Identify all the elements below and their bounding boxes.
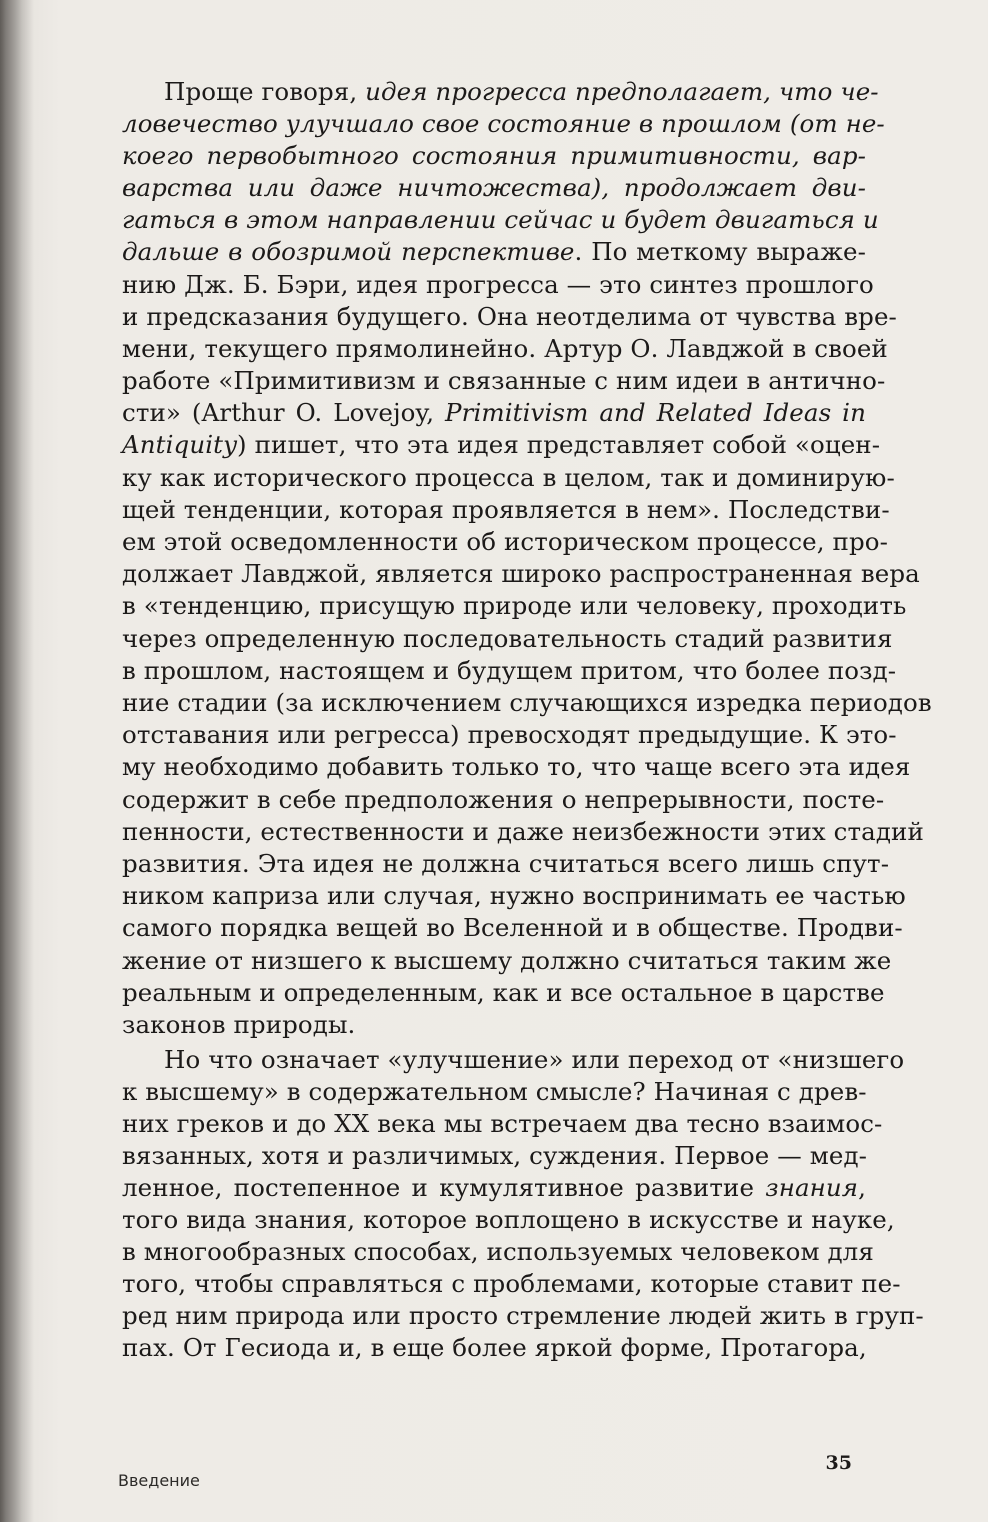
text-line: самого порядка вещей во Вселенной и в обществе. Продви- [122, 913, 903, 942]
text-line: законов природы. [122, 1010, 356, 1039]
text-line: дальше в обозримой перспективе. По меткому выраже- [122, 237, 867, 266]
text-line: ем этой осведомленности об историческом процессе, про- [122, 527, 888, 556]
text-line: варства или даже ничтожества), продолжает дви- [122, 173, 866, 202]
text-line: того, чтобы справляться с проблемами, которые ставит пе- [122, 1269, 901, 1298]
text-line: жение от низшего к высшему должно считаться таким же [122, 946, 892, 975]
text-line: того вида знания, которое воплощено в искусстве и науке, [122, 1205, 895, 1234]
text-line: коего первобытного состояния примитивности, вар- [122, 141, 866, 170]
text-line: развития. Эта идея не должна считаться всего лишь спут- [122, 849, 890, 878]
text-line: Проще говоря, идея прогресса предполагает, что че- [164, 77, 879, 106]
text-line: пах. От Гесиода и, в еще более яркой форме, Протагора, [122, 1333, 867, 1362]
text-line: и предсказания будущего. Она неотделима от чувства вре- [122, 302, 897, 331]
page-number: 35 [825, 1452, 852, 1474]
text-line: реальным и определенным, как и все остальное в царстве [122, 978, 885, 1007]
text-line: ленное, постепенное и кумулятивное развитие знания, [122, 1173, 866, 1202]
text-line: в «тенденцию, присущую природе или человеку, проходить [122, 591, 907, 620]
text-line: щей тенденции, которая проявляется в нем». Последстви- [122, 495, 890, 524]
text-line: вязанных, хотя и различимых, суждения. Первое — мед- [122, 1141, 868, 1170]
text-line: в многообразных способах, используемых человеком для [122, 1237, 874, 1266]
text-line: сти» (Arthur O. Lovejoy, Primitivism and Related Ideas in [122, 398, 866, 427]
text-line: мени, текущего прямолинейно. Артур О. Лавджой в своей [122, 334, 888, 363]
text-line: содержит в себе предположения о непрерывности, посте- [122, 785, 885, 814]
text-line: нию Дж. Б. Бэри, идея прогресса — это синтез прошлого [122, 270, 874, 299]
text-line: ником каприза или случая, нужно воспринимать ее частью [122, 881, 906, 910]
text-line: гаться в этом направлении сейчас и будет двигаться и [122, 205, 879, 234]
text-line: ред ним природа или просто стремление людей жить в груп- [122, 1301, 924, 1330]
running-title: Введение [118, 1471, 200, 1490]
page-gutter-shadow [0, 0, 34, 1522]
text-line: должает Лавджой, является широко распространенная вера [122, 559, 920, 588]
text-line: отставания или регресса) превосходят предыдущие. К это- [122, 720, 897, 749]
text-line: ние стадии (за исключением случающихся изредка периодов [122, 688, 932, 717]
text-line: в прошлом, настоящем и будущем притом, что более позд- [122, 656, 897, 685]
text-line: через определенную последовательность стадий развития [122, 624, 893, 653]
text-line: пенности, естественности и даже неизбежности этих стадий [122, 817, 924, 846]
text-line: Antiquity) пишет, что эта идея представляет собой «оцен- [122, 430, 881, 459]
text-line: них греков и до XX века мы встречаем два тесно взаимос- [122, 1109, 883, 1138]
text-line: работе «Примитивизм и связанные с ним идеи в антично- [122, 366, 886, 395]
text-line: му необходимо добавить только то, что чаще всего эта идея [122, 752, 911, 781]
text-line: Но что означает «улучшение» или переход от «низшего [164, 1045, 905, 1074]
text-line: ку как исторического процесса в целом, так и доминирую- [122, 463, 895, 492]
text-line: к высшему» в содержательном смысле? Начиная с древ- [122, 1077, 867, 1106]
text-line: ловечество улучшало свое состояние в прошлом (от не- [122, 109, 885, 138]
